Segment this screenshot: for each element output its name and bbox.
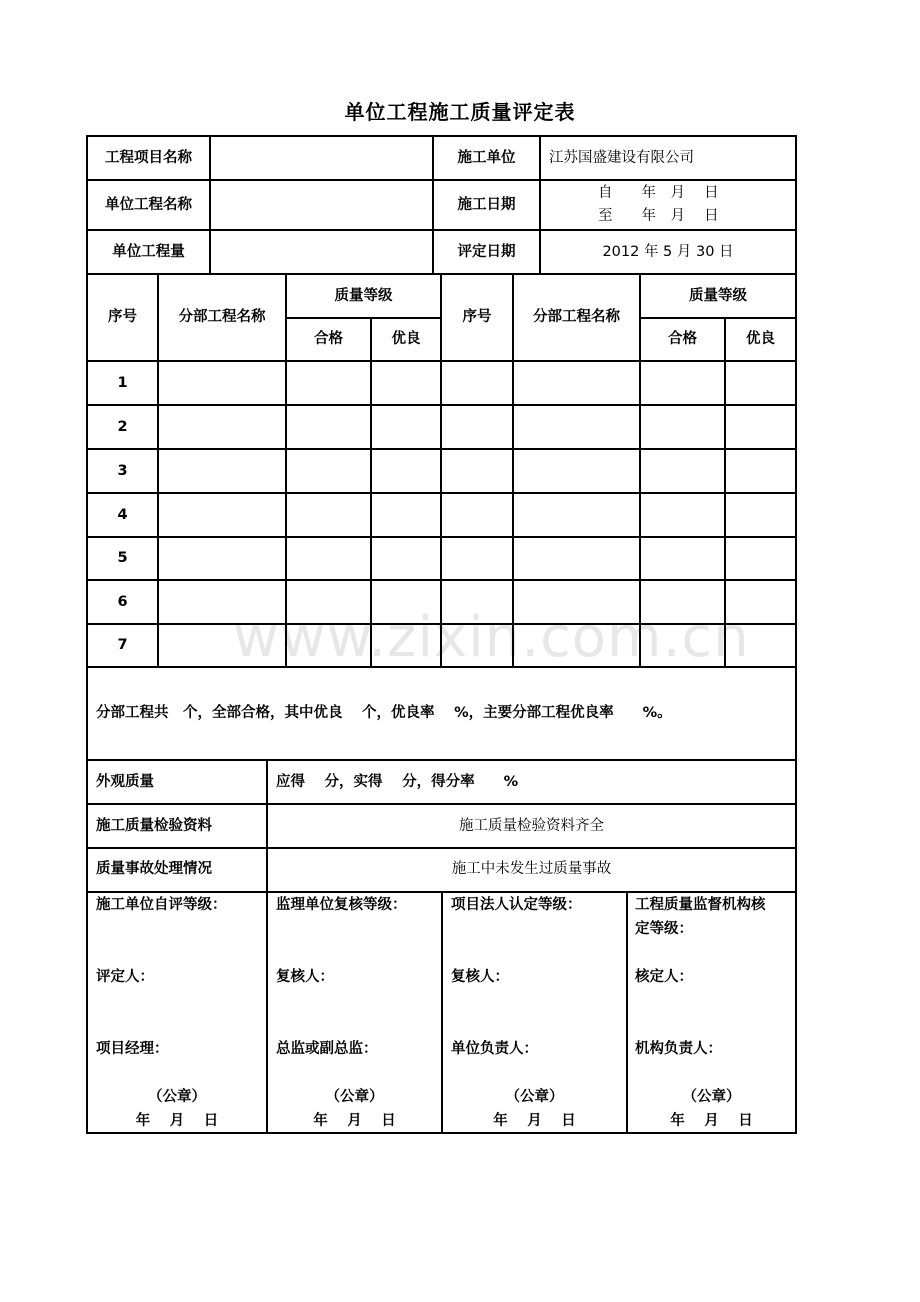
signoff-manager: 机构负责人： bbox=[635, 1041, 722, 1057]
appearance-value: 应得 分，实得 分，得分率 % bbox=[276, 774, 519, 790]
sub-project-header-right: 分部工程名称 bbox=[533, 309, 620, 325]
row-number: 4 bbox=[117, 507, 128, 523]
construction-date-label: 施工日期 bbox=[457, 197, 516, 213]
signoff-person: 核定人： bbox=[635, 969, 693, 985]
row-number: 1 bbox=[117, 375, 128, 391]
construction-unit-value: 江苏国盛建设有限公司 bbox=[549, 150, 694, 166]
quality-grade-header-left: 质量等级 bbox=[334, 288, 393, 304]
date-to: 至 年 月 日 bbox=[598, 208, 719, 224]
signoff-seal: （公章） bbox=[325, 1089, 384, 1105]
signoff-date: 年 月 日 bbox=[135, 1113, 219, 1129]
page-title: 单位工程施工质量评定表 bbox=[344, 100, 576, 124]
row-number: 3 bbox=[117, 463, 128, 479]
accident-value: 施工中未发生过质量事故 bbox=[451, 861, 612, 877]
pass-header-left: 合格 bbox=[314, 331, 343, 347]
unit-project-name-label: 单位工程名称 bbox=[105, 197, 192, 213]
signoff-seal: （公章） bbox=[505, 1089, 564, 1105]
appearance-label: 外观质量 bbox=[96, 774, 154, 790]
evaluation-date-value: 2012 年 5 月 30 日 bbox=[602, 244, 734, 260]
signoff-seal: （公章） bbox=[682, 1089, 741, 1105]
signoff-person: 评定人： bbox=[96, 969, 154, 985]
signoff-manager: 总监或副总监： bbox=[276, 1041, 378, 1057]
signoff-date: 年 月 日 bbox=[670, 1113, 753, 1129]
project-name-label: 工程项目名称 bbox=[105, 150, 192, 166]
evaluation-date-label: 评定日期 bbox=[457, 244, 516, 260]
signoff-manager: 项目经理： bbox=[96, 1041, 169, 1057]
excellent-header-left: 优良 bbox=[391, 331, 421, 347]
unit-quantity-label: 单位工程量 bbox=[112, 244, 185, 260]
inspection-value: 施工质量检验资料齐全 bbox=[459, 818, 604, 834]
pass-header-right: 合格 bbox=[668, 331, 697, 347]
signoff-title: 项目法人认定等级： bbox=[451, 897, 582, 913]
signoff-title-line2: 定等级： bbox=[635, 921, 693, 937]
watermark: www.zixin.com.cn bbox=[233, 605, 750, 670]
signoff-manager: 单位负责人： bbox=[451, 1041, 538, 1057]
row-number: 6 bbox=[117, 594, 128, 610]
seq-header-left: 序号 bbox=[108, 309, 137, 325]
sub-project-header-left: 分部工程名称 bbox=[178, 309, 266, 325]
excellent-header-right: 优良 bbox=[746, 331, 775, 347]
signoff-title: 施工单位自评等级： bbox=[96, 897, 227, 913]
signoff-date: 年 月 日 bbox=[313, 1113, 396, 1129]
summary-text: 分部工程共 个，全部合格，其中优良 个，优良率 %，主要分部工程优良率 %。 bbox=[96, 705, 672, 721]
row-number: 5 bbox=[117, 550, 128, 566]
construction-unit-label: 施工单位 bbox=[457, 150, 516, 166]
signoff-date: 年 月 日 bbox=[493, 1113, 576, 1129]
signoff-person: 复核人： bbox=[451, 969, 509, 985]
signoff-person: 复核人： bbox=[276, 969, 334, 985]
signoff-title: 监理单位复核等级： bbox=[276, 897, 407, 913]
date-from: 自 年 月 日 bbox=[598, 185, 719, 201]
quality-grade-header-right: 质量等级 bbox=[689, 288, 747, 304]
inspection-label: 施工质量检验资料 bbox=[96, 818, 212, 834]
seq-header-right: 序号 bbox=[462, 309, 492, 325]
signoff-seal: （公章） bbox=[148, 1089, 206, 1105]
accident-label: 质量事故处理情况 bbox=[96, 861, 212, 877]
signoff-title-line1: 工程质量监督机构核 bbox=[635, 897, 766, 913]
row-number: 7 bbox=[117, 637, 128, 653]
row-number: 2 bbox=[117, 419, 128, 435]
